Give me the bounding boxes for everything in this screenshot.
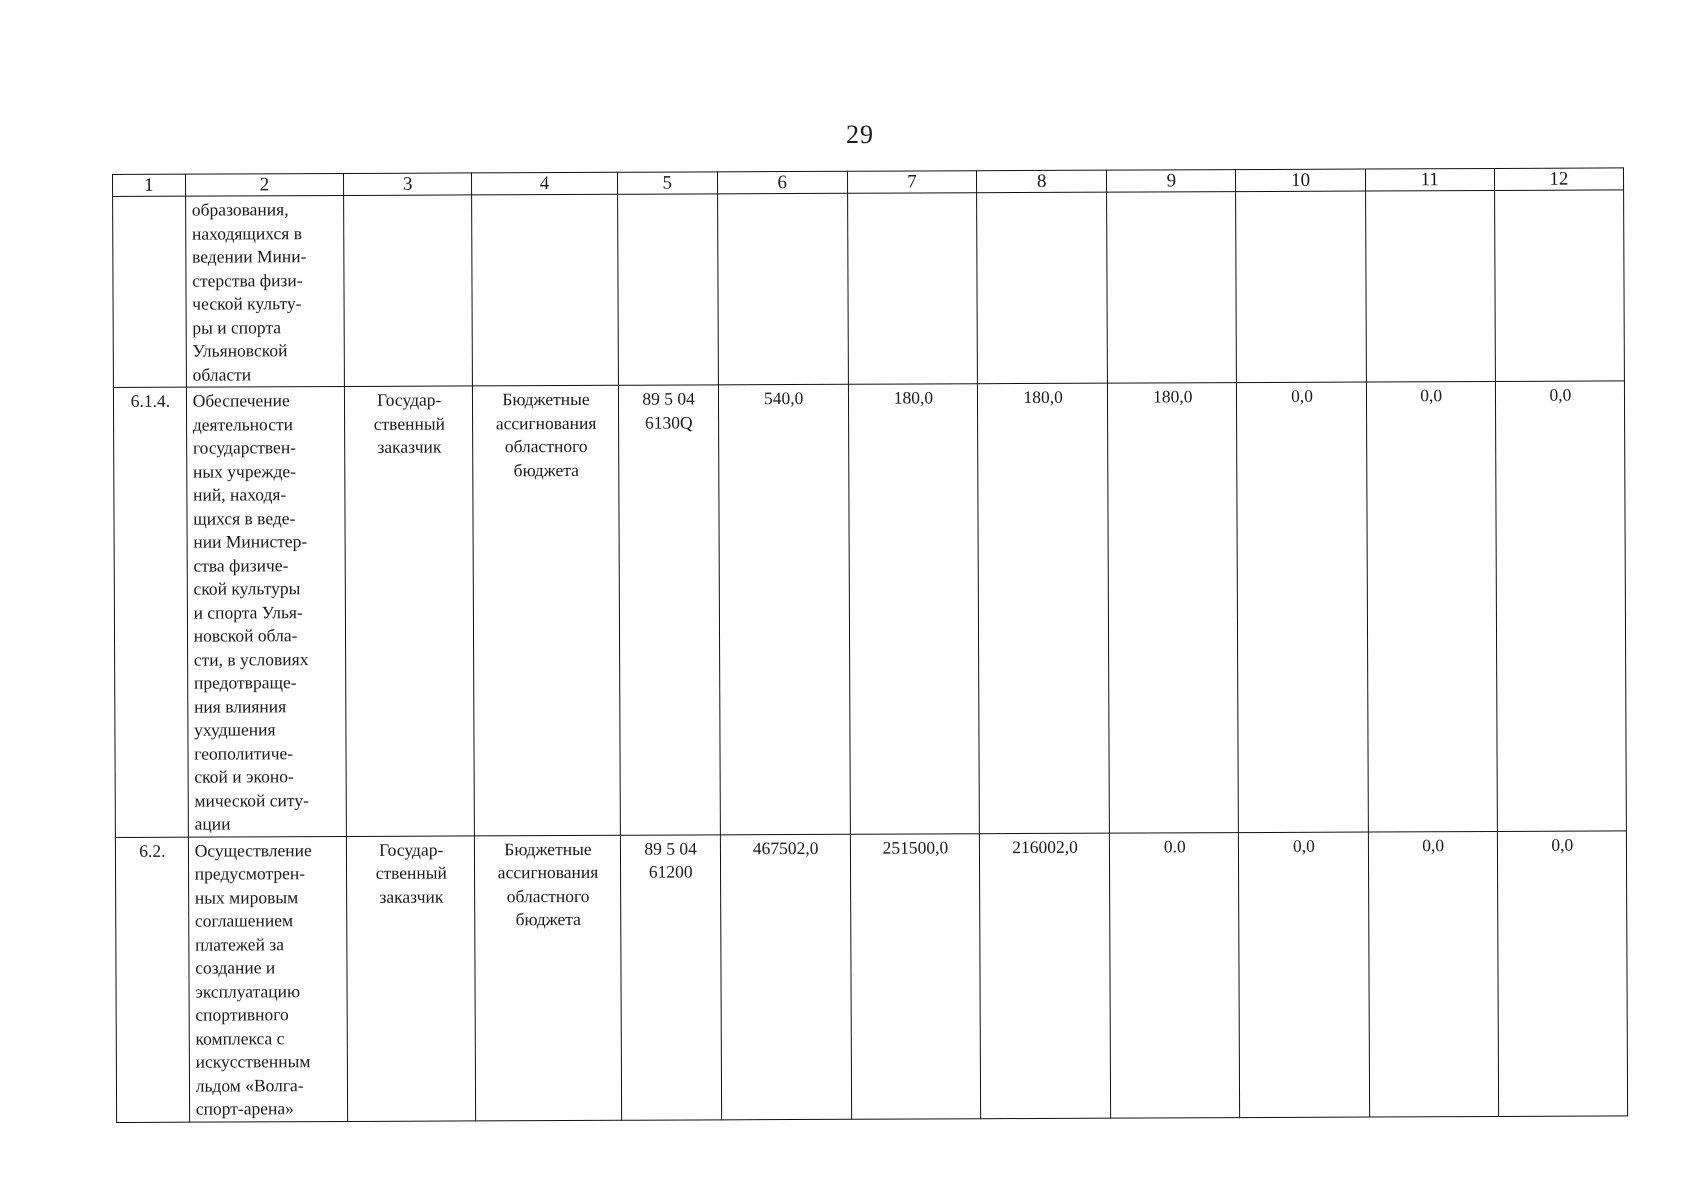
table-row: [113, 381, 1626, 837]
measure-name-line: ных учрежде-: [192, 460, 296, 482]
amount-cell: [1107, 192, 1237, 384]
amount-cell: 0,0: [1495, 381, 1626, 831]
funding-source-line: ассигнования: [495, 412, 597, 433]
amount-cell: 180,0: [977, 383, 1109, 833]
measure-name-line: предотвраще-: [193, 672, 297, 693]
funding-source-line: областного: [504, 435, 588, 457]
column-number-header: 2: [185, 173, 344, 196]
measure-name-line: области: [192, 363, 252, 385]
measure-name-line: ведении Мини-: [192, 246, 307, 267]
amount-cell: [977, 192, 1108, 384]
measure-name-line: нии Министер-: [193, 531, 308, 552]
measure-name-line: спортивного: [195, 1004, 289, 1025]
measure-name-line: ухудшения: [194, 719, 276, 740]
column-number-header: 3: [344, 173, 472, 196]
column-number-header: 8: [976, 170, 1106, 193]
funding-source-line: бюджета: [513, 459, 579, 480]
executor-cell: [344, 195, 473, 387]
budget-code-cell: [620, 834, 721, 1119]
column-number-header: 1: [113, 174, 186, 196]
column-number-header: 7: [847, 171, 976, 194]
amount-cell: 216002,0: [979, 833, 1110, 1119]
measure-name-line: щихся в веде-: [193, 507, 296, 529]
row-number-cell: 6.2.: [115, 837, 189, 1122]
page-number: 29: [846, 120, 874, 149]
funding-source-line: областного: [506, 885, 590, 906]
funding-source-line: ассигнования: [497, 861, 599, 883]
funding-source-cell: [472, 194, 618, 386]
amount-cell: 0,0: [1368, 831, 1498, 1117]
measure-name-line: соглашением: [194, 910, 294, 931]
executor-line: Государ-: [379, 839, 444, 860]
measure-name-line: сти, в условиях: [193, 648, 309, 670]
measure-name-line: комплекса с: [195, 1027, 285, 1049]
measure-name-line: мической ситу-: [194, 789, 309, 811]
funding-source-line: Бюджетные: [504, 838, 592, 859]
measure-name-line: ации: [194, 813, 231, 834]
table-row: [113, 190, 1625, 388]
measure-name-line: ры и спорта: [192, 316, 282, 338]
executor-cell: [345, 386, 475, 836]
amount-cell: [1494, 190, 1624, 382]
table-row: [115, 830, 1627, 1122]
measure-name-line: геополитиче-: [194, 742, 294, 764]
measure-name-line: ства физиче-: [193, 554, 289, 576]
measure-name-line: ской культуры: [193, 578, 301, 599]
column-number-header: 4: [472, 172, 618, 195]
measure-name-line: ской и эконо-: [194, 766, 294, 787]
amount-cell: [1365, 190, 1495, 382]
measure-name-line: ний, находя-: [193, 484, 287, 505]
measure-name-line: и спорта Улья-: [193, 601, 303, 623]
executor-cell: [347, 835, 476, 1121]
amount-cell: 0.0: [1110, 832, 1240, 1118]
measure-name-line: спорт-арена»: [195, 1098, 294, 1119]
executor-line: заказчик: [377, 436, 442, 457]
measure-name-line: создание и: [195, 957, 276, 978]
measure-name-line: ческой культу-: [192, 293, 302, 314]
amount-cell: 467502,0: [720, 834, 851, 1120]
measure-name-line: платежей за: [195, 933, 285, 955]
measure-name-line: стерства физи-: [192, 269, 303, 291]
budget-code-line: 61200: [648, 861, 693, 882]
budget-code-cell: [617, 194, 718, 385]
amount-cell: 0,0: [1237, 382, 1368, 832]
amount-cell: [1236, 191, 1366, 383]
measure-name-line: образования,: [191, 199, 289, 220]
executor-line: ственный: [373, 413, 445, 434]
measure-name-cell: [185, 195, 344, 387]
budget-code-line: 89 5 04: [642, 388, 695, 409]
column-number-header: 12: [1494, 168, 1623, 191]
measure-name-line: искусственным: [195, 1051, 311, 1072]
amount-cell: 0,0: [1497, 830, 1627, 1116]
measure-name-line: новской обла-: [193, 625, 298, 646]
funding-source-cell: [475, 835, 622, 1121]
amount-cell: 251500,0: [850, 833, 980, 1119]
budget-code-cell: [618, 385, 720, 835]
amount-cell: 180,0: [848, 384, 979, 834]
measure-name-line: предусмотрен-: [194, 863, 306, 884]
measure-name-cell: [188, 836, 348, 1122]
funding-source-cell: [473, 385, 620, 835]
amount-cell: 540,0: [718, 384, 850, 834]
amount-cell: [847, 193, 977, 385]
measure-name-line: деятельности: [192, 413, 294, 435]
amount-cell: [717, 193, 848, 385]
measure-name-line: льдом «Волга-: [195, 1074, 304, 1096]
executor-line: ственный: [375, 862, 447, 883]
amount-cell: 180,0: [1108, 383, 1239, 833]
measure-name-cell: [186, 386, 346, 836]
column-number-header: 11: [1365, 168, 1494, 191]
funding-source-line: бюджета: [515, 908, 581, 930]
row-number-cell: [113, 196, 187, 387]
column-number-header: 5: [617, 172, 717, 194]
budget-code-line: 89 5 04: [644, 837, 697, 859]
measure-name-line: государствен-: [192, 437, 297, 458]
amount-cell: 0,0: [1366, 381, 1497, 831]
measure-name-line: Обеспечение: [192, 390, 290, 411]
column-number-header: 9: [1107, 170, 1236, 193]
measure-name-line: находящихся в: [191, 222, 302, 244]
budget-code-line: 6130Q: [644, 411, 693, 433]
measure-name-line: ных мировым: [194, 886, 299, 908]
budget-table: [112, 167, 1628, 1122]
column-number-header: 10: [1236, 169, 1365, 192]
funding-source-line: Бюджетные: [502, 388, 590, 410]
executor-line: заказчик: [379, 886, 444, 907]
measure-name-line: Осуществление: [194, 839, 312, 861]
column-number-header: 6: [717, 171, 847, 194]
row-number-cell: 6.1.4.: [113, 387, 188, 837]
amount-cell: 0,0: [1239, 832, 1369, 1118]
measure-name-line: ния влияния: [193, 695, 287, 717]
measure-name-line: эксплуатацию: [195, 980, 301, 1002]
executor-line: Государ-: [377, 389, 442, 410]
measure-name-line: Ульяновской: [192, 340, 288, 361]
